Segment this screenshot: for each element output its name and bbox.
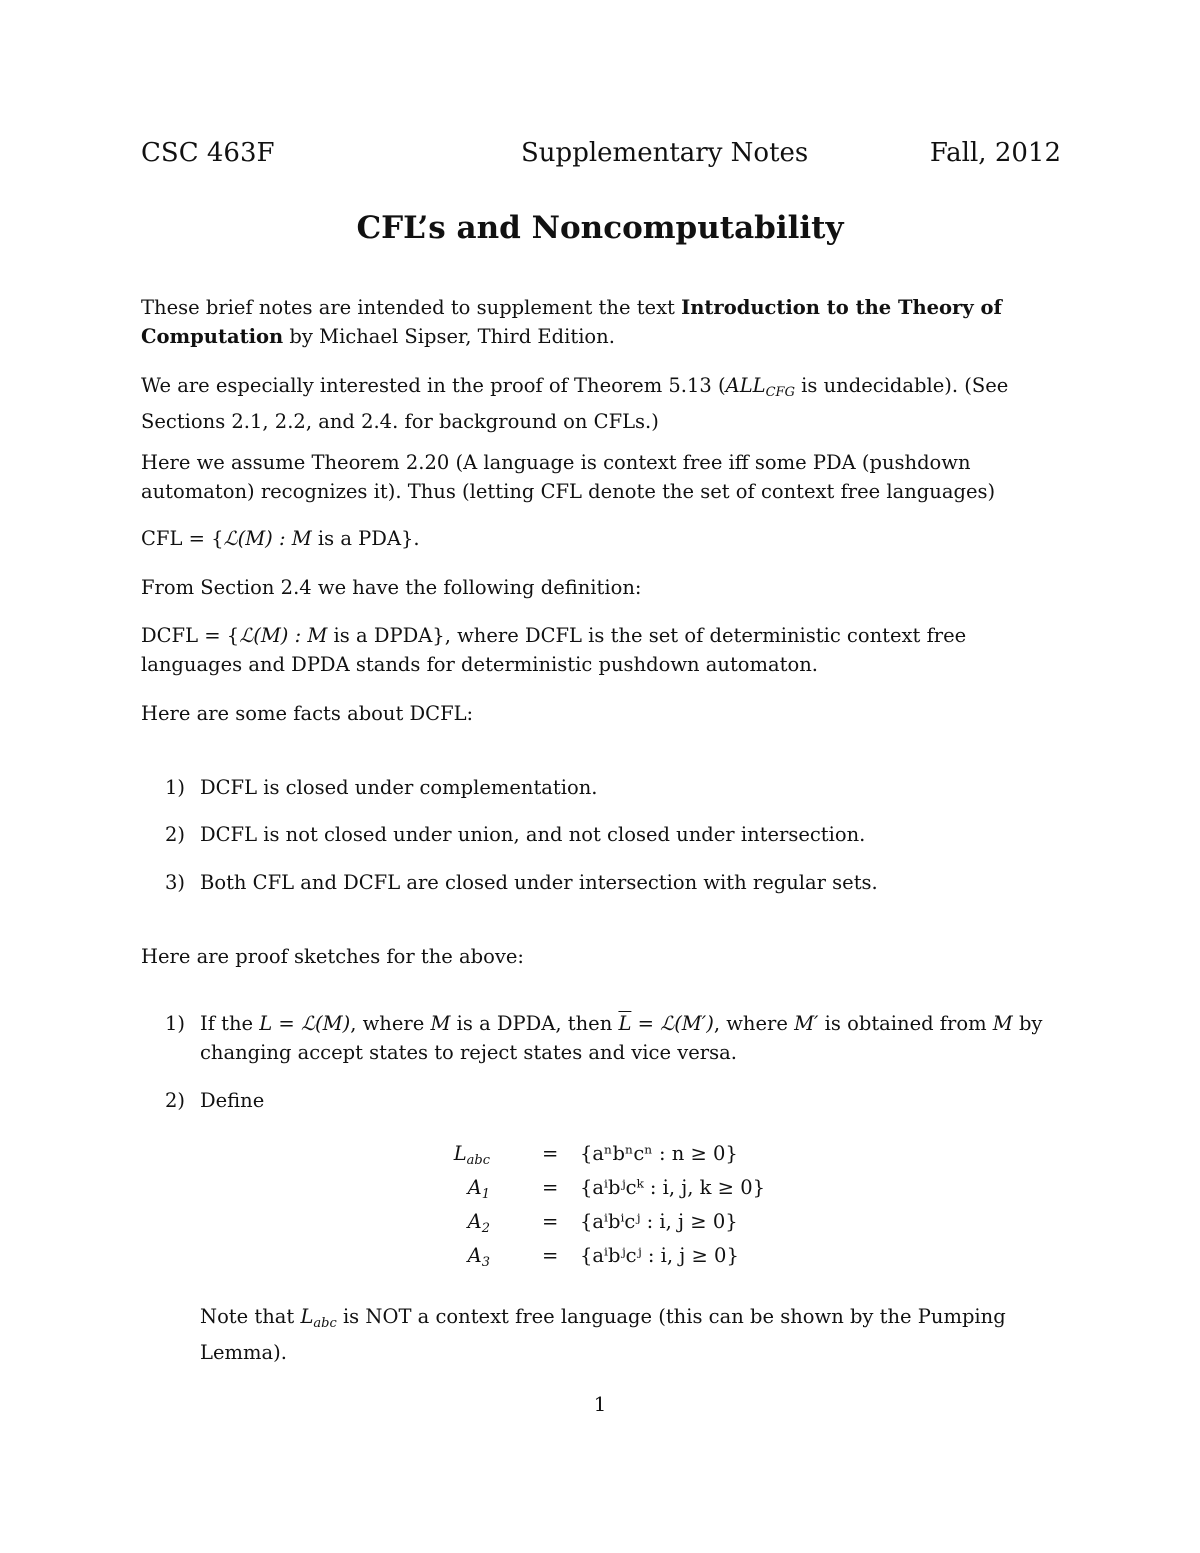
eq-lhs: A — [467, 1210, 482, 1233]
list-text: DCFL is closed under complementation. — [200, 776, 598, 799]
eq-lhs-sub: 1 — [481, 1187, 490, 1202]
dcfl-definition — [141, 621, 1061, 679]
eq-lhs-sub: abc — [466, 1153, 490, 1168]
eq-op: = — [542, 1176, 559, 1199]
text: If the — [200, 1012, 260, 1035]
note-paragraph — [200, 1302, 1061, 1367]
term: Fall, 2012 — [929, 138, 1061, 168]
page-number: 1 — [593, 1392, 607, 1416]
text: is a PDA}. — [311, 527, 420, 550]
list-text: DCFL is not closed under union, and not closed under intersection. — [200, 823, 866, 846]
intro-paragraph-2 — [141, 371, 1061, 436]
intro-paragraph-1 — [141, 293, 1061, 351]
text: is a DPDA, then — [450, 1012, 619, 1035]
eq-op: = — [542, 1244, 559, 1267]
text: by Michael Sipser, Third Edition. — [283, 325, 615, 348]
text: = — [631, 1012, 661, 1035]
list-number: 2) — [165, 823, 186, 846]
page-header — [141, 138, 1061, 178]
cfl-definition — [141, 524, 1061, 553]
math-sub-cfg: CFG — [765, 385, 795, 400]
math: ℒ(M) — [300, 1012, 351, 1035]
eq-rhs: {aⁿbⁿcⁿ : n ≥ 0} — [580, 1142, 738, 1165]
list-number: 2) — [165, 1089, 186, 1112]
eq-lhs: A — [467, 1176, 482, 1199]
eq-rhs: {aⁱbʲcʲ : i, j ≥ 0} — [580, 1244, 739, 1267]
eq-lhs: A — [467, 1244, 482, 1267]
document-kind: Supplementary Notes — [521, 138, 809, 168]
text: We are especially interested in the proof of Theorem 5.13 ( — [141, 374, 726, 397]
math: M — [992, 1012, 1013, 1035]
text: is NOT a context free language (this can be shown by the Pumping Lemma). — [200, 1305, 1006, 1364]
text: , where — [350, 1012, 431, 1035]
text: is a DPDA}, where DCFL is the set of deterministic context free languages and DPDA stands for deterministic pushdown automaton. — [141, 624, 967, 676]
eq-lhs-sub: 2 — [481, 1221, 490, 1236]
proofs-intro: Here are proof sketches for the above: — [141, 945, 525, 968]
eq-op: = — [542, 1210, 559, 1233]
book-title: Introduction to the Theory of Computation — [141, 296, 1002, 348]
list-number: 1) — [165, 776, 186, 799]
text: = — [272, 1012, 301, 1035]
math-complement: $\overline{L}$ — [618, 1012, 632, 1035]
text: is obtained from — [818, 1012, 993, 1035]
text: DCFL = { — [141, 624, 240, 647]
list-text — [200, 1009, 1061, 1067]
math: M′ — [794, 1012, 819, 1035]
math: M — [430, 1012, 451, 1035]
math-all: ALL — [725, 374, 766, 397]
course-code: CSC 463F — [141, 138, 275, 168]
math: ℒ(M) : M — [223, 527, 312, 550]
text: Note that — [200, 1305, 301, 1328]
text: is undecidable). (See Sections 2.1, 2.2, and 2.4. for background on CFLs.) — [141, 374, 1009, 433]
text: CFL = { — [141, 527, 224, 550]
text: by changing accept states to reject states and vice versa. — [200, 1012, 1043, 1064]
list-text: Both CFL and DCFL are closed under intersection with regular sets. — [200, 871, 878, 894]
math: L — [300, 1305, 314, 1328]
intro-paragraph-5: From Section 2.4 we have the following definition: — [141, 576, 642, 599]
page-title: CFL’s and Noncomputability — [356, 210, 844, 246]
intro-paragraph-3: Here we assume Theorem 2.20 (A language is context free iff some PDA (pushdown automaton) recognizes it). Thus (letting CFL denote the set of context free languages) — [141, 451, 996, 503]
eq-rhs: {aⁱbʲcᵏ : i, j, k ≥ 0} — [580, 1176, 766, 1199]
text: , where — [713, 1012, 795, 1035]
eq-lhs-sub: 3 — [481, 1255, 490, 1270]
list-number: 1) — [165, 1012, 186, 1035]
text: These brief notes are intended to supplement the text — [141, 296, 682, 319]
math: ℒ(M′) — [660, 1012, 714, 1035]
list-number: 3) — [165, 871, 186, 894]
eq-rhs: {aⁱbⁱcʲ : i, j ≥ 0} — [580, 1210, 738, 1233]
eq-op: = — [542, 1142, 559, 1165]
math: ℒ(M) : M — [239, 624, 328, 647]
list-text: Define — [200, 1089, 265, 1112]
intro-paragraph-7: Here are some facts about DCFL: — [141, 702, 474, 725]
math: L — [259, 1012, 273, 1035]
eq-lhs: L — [453, 1142, 467, 1165]
math-sub: abc — [313, 1316, 337, 1331]
